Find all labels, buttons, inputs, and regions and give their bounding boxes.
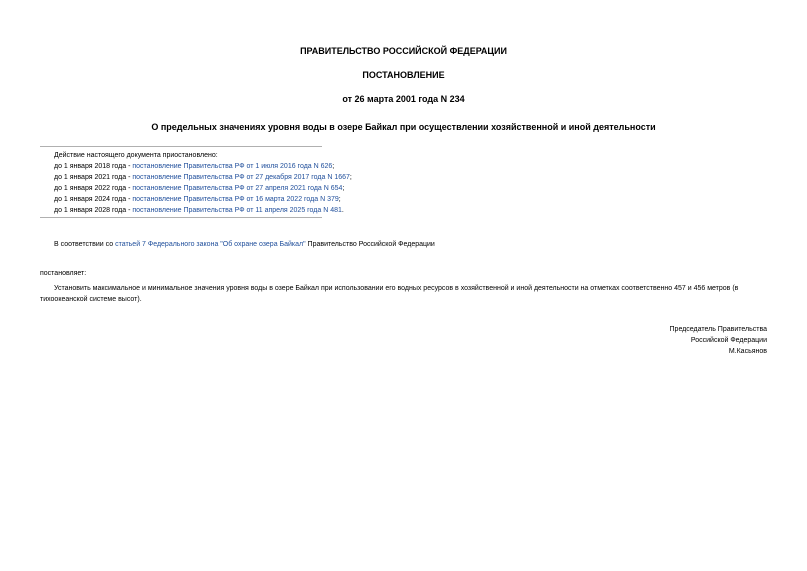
suspension-note — [54, 150, 352, 216]
suspension-note-item-suffix: ; — [332, 163, 335, 170]
preamble-paragraph — [54, 241, 435, 248]
suspension-note-item — [54, 194, 352, 205]
document-date-number: от 26 марта 2001 года N 234 — [342, 94, 465, 104]
resolution-paragraph: Установить максимальное и минимальное значения уровня воды в озере Байкал при использовании его водных ресурсов в хозяйственной и иной деятельности на отметках соответственно 457 и 456 метров (в тихоокеанской системе высот). — [40, 285, 739, 303]
suspension-note-link[interactable]: постановление Правительства РФ от 27 декабря 2017 года N 1667 — [132, 174, 350, 181]
suspension-note-item-prefix: до 1 января 2028 года - — [54, 207, 133, 214]
suspension-note-item-prefix: до 1 января 2021 года - — [54, 174, 133, 181]
document-title: О предельных значениях уровня воды в озере Байкал при осуществлении хозяйственной и иной деятельности — [151, 122, 656, 132]
signature-position-line2: Российской Федерации — [690, 337, 767, 344]
suspension-note-item-suffix: ; — [338, 196, 341, 203]
suspension-note-item — [54, 183, 352, 194]
suspension-note-item-suffix: . — [341, 207, 344, 214]
suspension-note-link[interactable]: постановление Правительства РФ от 1 июля 2016 года N 626 — [132, 163, 333, 170]
suspension-note-intro: Действие настоящего документа приостановлено: — [54, 152, 218, 159]
suspension-note-item-prefix: до 1 января 2018 года - — [54, 163, 133, 170]
suspension-note-item-suffix: ; — [349, 174, 352, 181]
suspension-note-item — [54, 172, 352, 183]
preamble-suffix: Правительство Российской Федерации — [305, 241, 435, 248]
suspension-note-item-prefix: до 1 января 2024 года - — [54, 196, 133, 203]
signatory-name: М.Касьянов — [728, 348, 767, 355]
resolves-label: постановляет: — [40, 270, 87, 277]
signature-block — [670, 324, 767, 357]
suspension-note-item — [54, 161, 352, 172]
preamble-prefix: В соответствии со — [54, 241, 116, 248]
suspension-note-link[interactable]: постановление Правительства РФ от 11 апреля 2025 года N 481 — [132, 207, 342, 214]
suspension-note-link[interactable]: постановление Правительства РФ от 16 марта 2022 года N 379 — [132, 196, 339, 203]
suspension-note-link[interactable]: постановление Правительства РФ от 27 апреля 2021 года N 654 — [132, 185, 343, 192]
law-article-link[interactable]: статьей 7 Федерального закона "Об охране озера Байкал" — [115, 241, 306, 248]
signature-position-line1: Председатель Правительства — [669, 326, 767, 333]
note-top-divider — [40, 146, 322, 147]
note-bottom-divider — [40, 217, 322, 218]
suspension-note-item — [54, 205, 352, 216]
suspension-note-item-suffix: ; — [342, 185, 345, 192]
issuer-heading: ПРАВИТЕЛЬСТВО РОССИЙСКОЙ ФЕДЕРАЦИИ — [300, 46, 507, 56]
suspension-note-item-prefix: до 1 января 2022 года - — [54, 185, 133, 192]
document-kind-heading: ПОСТАНОВЛЕНИЕ — [362, 70, 445, 80]
